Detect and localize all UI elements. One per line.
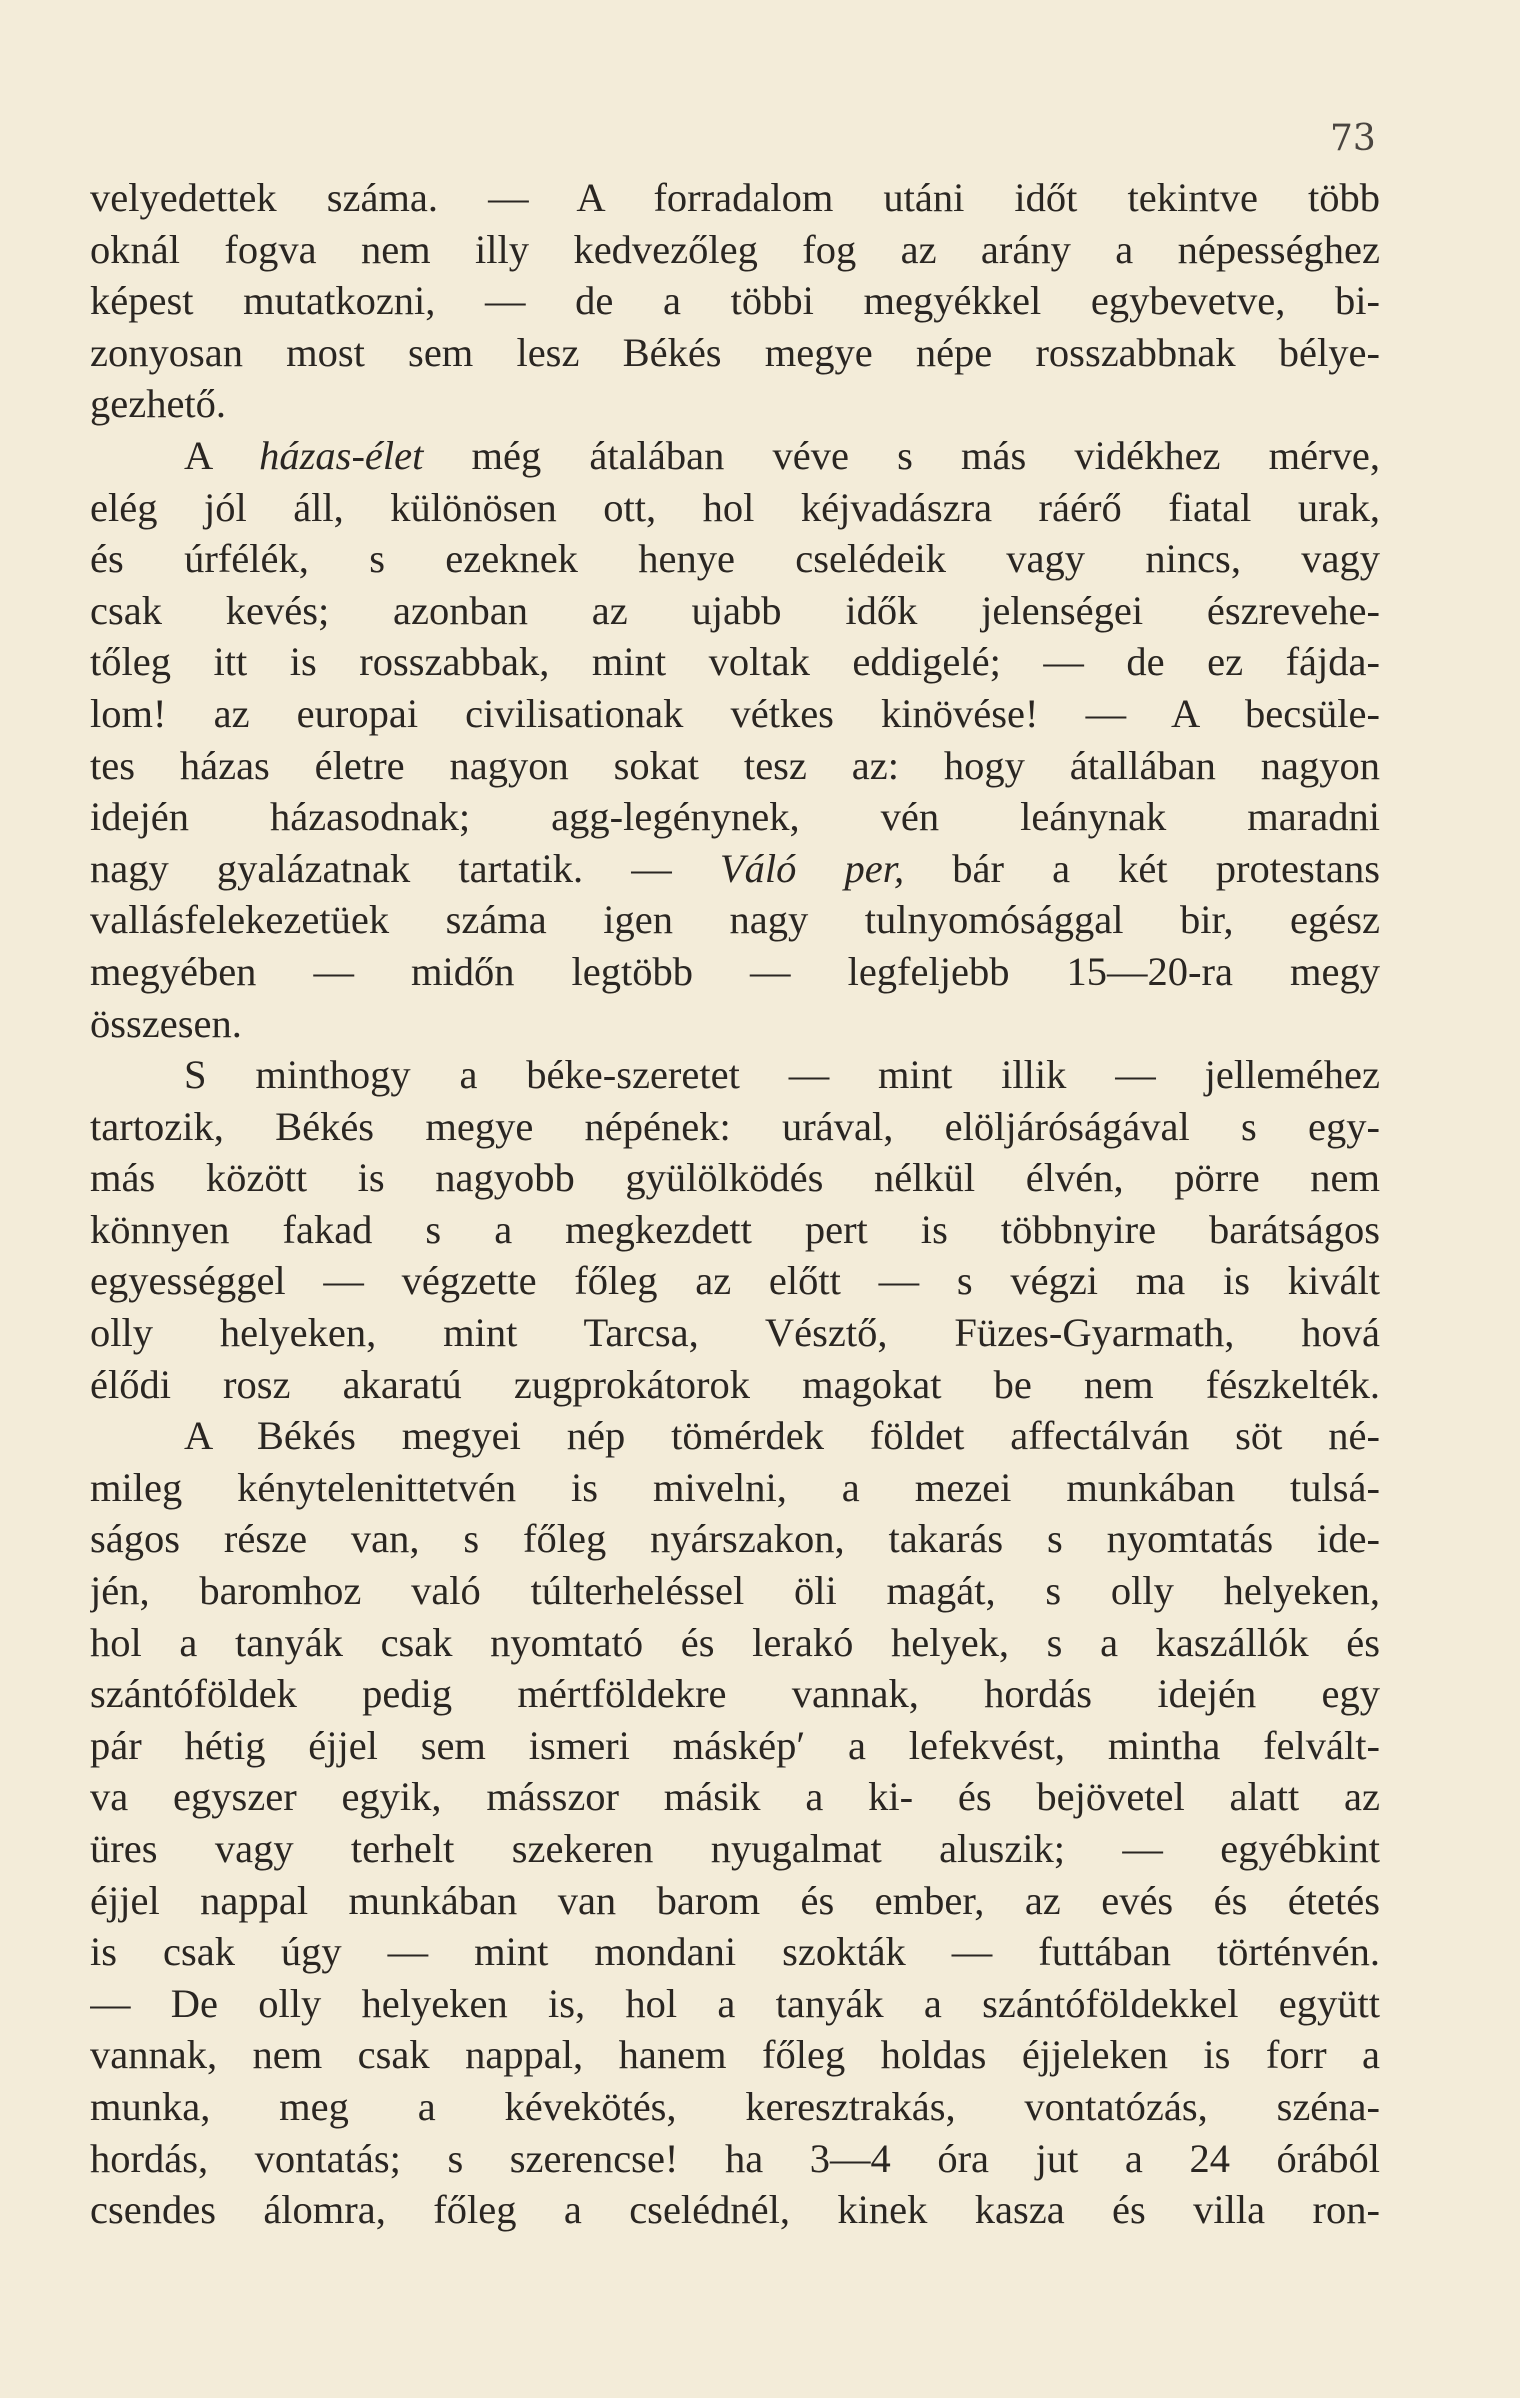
text-line: csendes álomra, főleg a cselédnél, kinek kasza és villa ron- [90,2187,1380,2233]
text-line: jén, baromhoz való túlterheléssel öli magát, s olly helyeken, [90,1568,1380,1614]
text-line: üres vagy terhelt szekeren nyugalmat aluszik; — egyébkint [90,1826,1380,1871]
emphasized-term: Váló per, [719,845,905,891]
text-line: S minthogy a béke-szeretet — mint illik — jelleméhez [184,1052,1380,1098]
emphasized-term: házas-élet [259,432,424,478]
text-line: oknál fogva nem illy kedvezőleg fog az arány a népességhez [90,226,1380,272]
text-line: olly helyeken, mint Tarcsa, Vésztő, Füzes-Gyarmath, hová [90,1310,1380,1356]
text-line: munka, meg a kévekötés, keresztrakás, vontatózás, széna- [90,2083,1380,2129]
text-line: A Békés megyei nép tömérdek földet affectálván söt né- [184,1413,1380,1459]
text-line: összesen. [90,1000,242,1046]
text-line: könnyen fakad s a megkezdett pert is többnyire barátságos [90,1206,1380,1252]
text-line: vallásfelekezetüek száma igen nagy tulnyomósággal bir, egész [90,897,1380,943]
text-segment: A [184,432,260,478]
text-line: szántóföldek pedig mértföldekre vannak, hordás idején egy [90,1671,1380,1717]
text-line: egyességgel — végzette főleg az előtt — s végzi ma is kivált [90,1258,1380,1304]
text-line: — De olly helyeken is, hol a tanyák a szántóföldekkel együtt [90,1980,1380,2026]
text-line: élődi rosz akaratú zugprokátorok magokat be nem fészkelték. [90,1361,1380,1407]
text-segment: nagy gyalázatnak tartatik. — [90,845,720,891]
text-line: gezhető. [90,381,227,427]
text-segment: bár a két protestans [904,845,1380,891]
text-line: hol a tanyák csak nyomtató és lerakó helyek, s a kaszállók és [90,1619,1380,1665]
text-line: lom! az europai civilisationak vétkes kinövése! — A becsüle- [90,690,1380,736]
text-line: tőleg itt is rosszabbak, mint voltak eddigelé; — de ez fájda- [90,639,1380,685]
text-line: idején házasodnak; agg-legénynek, vén leánynak maradni [90,794,1380,840]
text-line: és úrfélék, s ezeknek henye cselédeik vagy nincs, vagy [90,536,1380,582]
text-line: képest mutatkozni, — de a többi megyékkel egybevetve, bi- [90,278,1380,324]
text-line: éjjel nappal munkában van barom és ember, az evés és étetés [90,1877,1380,1923]
text-line: is csak úgy — mint mondani szokták — futtában történvén. [90,1929,1380,1975]
text-line: elég jól áll, különösen ott, hol kéjvadászra ráérő fiatal urak, [90,484,1380,530]
text-line: zonyosan most sem lesz Békés megye népe rosszabbnak bélye- [90,329,1380,375]
text-line [90,430,1380,482]
text-line: csak kevés; azonban az ujabb idők jelenségei észrevehe- [90,587,1380,633]
text-line: mileg kénytelenittetvén is mivelni, a mezei munkában tulsá- [90,1464,1380,1510]
text-line: velyedettek száma. — A forradalom utáni időt tekintve több [90,175,1380,220]
text-line: tartozik, Békés megye népének: urával, elöljáróságával s egy- [90,1103,1380,1149]
page-number: 73 [1330,118,1376,159]
text-line: pár hétig éjjel sem ismeri máskép′ a lefekvést, mintha felvált- [90,1722,1380,1768]
text-segment: még átalában véve s más vidékhez mérve, [423,432,1380,478]
text-line [90,843,1380,895]
text-line: megyében — midőn legtöbb — legfeljebb 15—20-ra megy [90,948,1380,994]
text-line: más között is nagyobb gyülölködés nélkül élvén, pörre nem [90,1155,1380,1201]
text-line: ságos része van, s főleg nyárszakon, takarás s nyomtatás ide- [90,1516,1380,1562]
text-line: va egyszer egyik, másszor másik a ki- és bejövetel alatt az [90,1774,1380,1820]
body-text [90,172,1380,2236]
text-line: hordás, vontatás; s szerencse! ha 3—4 óra jut a 24 órából [90,2135,1380,2181]
text-line: vannak, nem csak nappal, hanem főleg holdas éjjeleken is forr a [90,2032,1380,2078]
text-line: tes házas életre nagyon sokat tesz az: hogy átallában nagyon [90,742,1380,788]
